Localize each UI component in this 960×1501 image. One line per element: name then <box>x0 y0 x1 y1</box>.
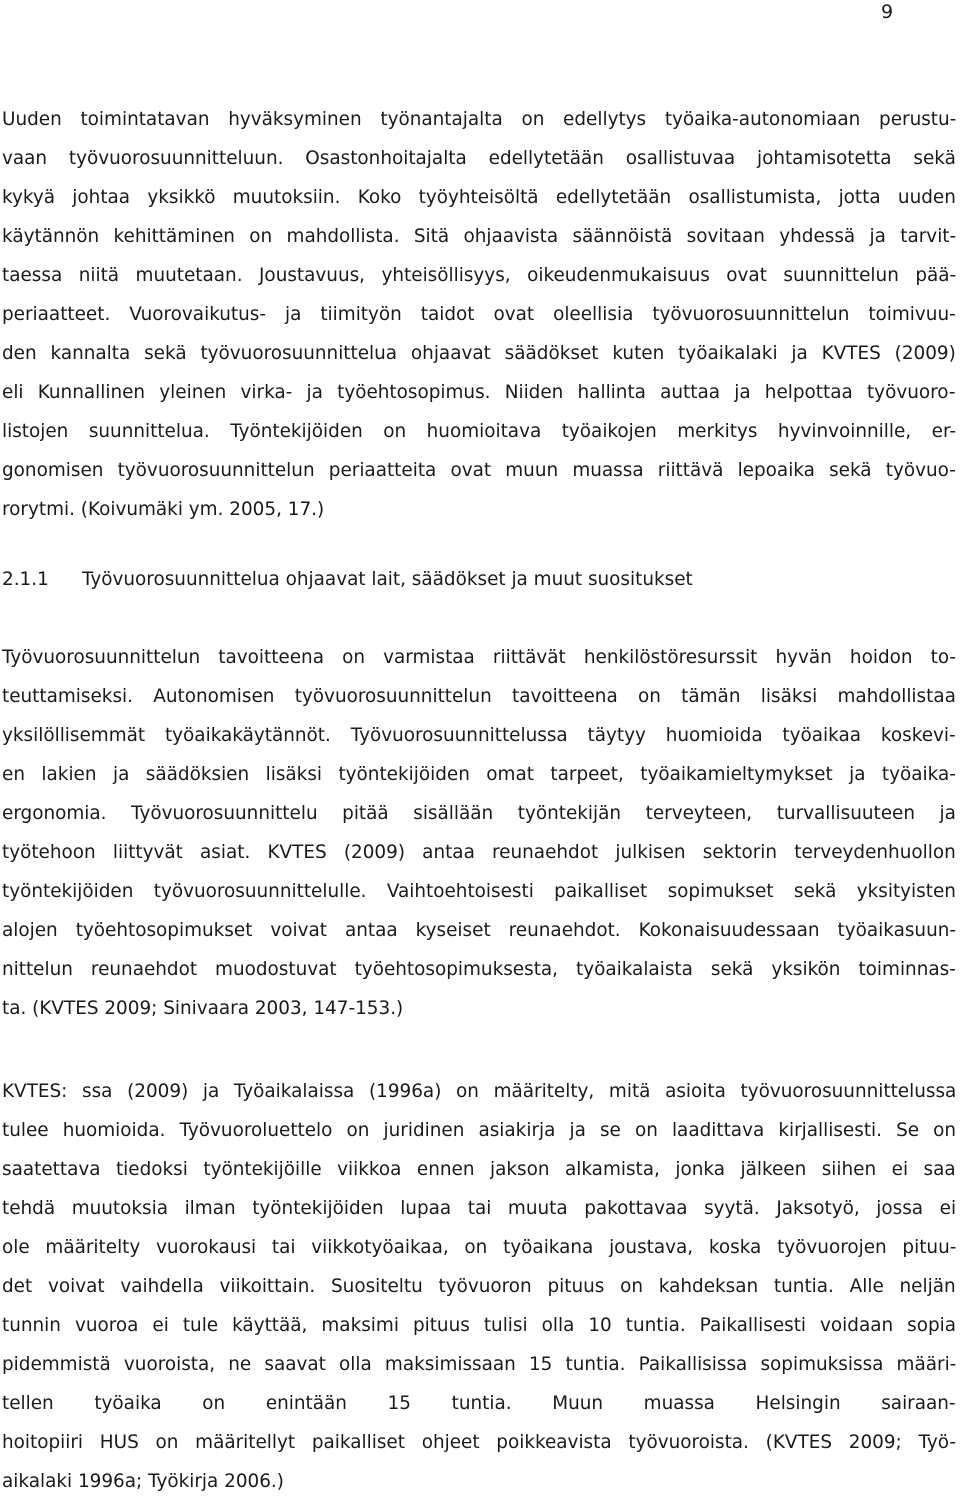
page-number: 9 <box>881 1 894 23</box>
section-title: Työvuorosuunnittelua ohjaavat lait, säädökset ja muut suositukset <box>82 569 693 590</box>
text-line: tehdä muutoksia ilman työntekijöiden lupaa tai muuta pakottavaa syytä. Jaksotyö, jossa ei <box>2 1198 957 1219</box>
text-line: gonomisen työvuorosuunnittelun periaatteita ovat muun muassa riittävä lepoaika sekä työvuo- <box>2 460 956 481</box>
text-line: aikalaki 1996a; Työkirja 2006.) <box>2 1471 284 1492</box>
text-line: Uuden toimintatavan hyväksyminen työnantajalta on edellytys työaika-autonomiaan perustu- <box>2 109 957 130</box>
text-line: ergonomia. Työvuorosuunnittelu pitää sisällään työntekijän terveyteen, turvallisuuteen ja <box>2 803 956 824</box>
text-line: hoitopiiri HUS on määritellyt paikalliset ohjeet poikkeavista työvuoroista. (KVTES 2009; Työ- <box>2 1432 956 1453</box>
text-line: vaan työvuorosuunnitteluun. Osastonhoitajalta edellytetään osallistuvaa johtamisotetta sekä <box>2 148 956 169</box>
section-number: 2.1.1 <box>2 569 49 590</box>
text-line: det voivat vaihdella viikoittain. Suositeltu työvuoron pituus on kahdeksan tuntia. Alle neljän <box>2 1276 956 1297</box>
text-line: taessa niitä muutetaan. Joustavuus, yhteisöllisyys, oikeudenmukaisuus ovat suunnittelun pää- <box>2 265 957 286</box>
section-heading <box>2 560 693 599</box>
text-line: eli Kunnallinen yleinen virka- ja työehtosopimus. Niiden hallinta auttaa ja helpottaa työvuoro- <box>2 382 956 403</box>
text-line: tunnin vuoroa ei tule käyttää, maksimi pituus tulisi olla 10 tuntia. Paikallisesti voidaan sopia <box>2 1315 957 1336</box>
text-line: työtehoon liittyvät asiat. KVTES (2009) antaa reunaehdot julkisen sektorin terveydenhuollon <box>2 842 956 863</box>
text-line: listojen suunnittelua. Työntekijöiden on huomioitava työaikojen merkitys hyvinvoinnille, er- <box>2 421 956 442</box>
text-line: alojen työehtosopimukset voivat antaa kyseiset reunaehdot. Kokonaisuudessaan työaikasuun- <box>2 920 957 941</box>
text-line: rorytmi. (Koivumäki ym. 2005, 17.) <box>2 499 325 520</box>
text-line: tellen työaika on enintään 15 tuntia. Muun muassa Helsingin sairaan- <box>2 1393 956 1414</box>
text-line: Työvuorosuunnittelun tavoitteena on varmistaa riittävät henkilöstöresurssit hyvän hoidon to- <box>2 647 957 668</box>
text-line: periaatteet. Vuorovaikutus- ja tiimityön taidot ovat oleellisia työvuorosuunnittelun toimivuu- <box>2 304 956 325</box>
text-line: käytännön kehittäminen on mahdollista. Sitä ohjaavista säännöistä sovitaan yhdessä ja tarvit- <box>2 226 957 247</box>
text-line: tulee huomioida. Työvuoroluettelo on juridinen asiakirja ja se on laadittava kirjallisesti. Se on <box>2 1120 957 1141</box>
paragraph-3 <box>2 1072 956 1501</box>
text-line: en lakien ja säädöksien lisäksi työntekijöiden omat tarpeet, työaikamieltymykset ja työaika- <box>2 764 956 785</box>
text-line: saatettava tiedoksi työntekijöille viikkoa ennen jakson alkamista, jonka jälkeen siihen ei saa <box>2 1159 956 1180</box>
text-line: pidemmistä vuoroista, ne saavat olla maksimissaan 15 tuntia. Paikallisissa sopimuksissa määri- <box>2 1354 957 1375</box>
paragraph-2 <box>2 638 956 1028</box>
text-line: ole määritelty vuorokausi tai viikkotyöaikaa, on työaikana joustava, koska työvuorojen pituu- <box>2 1237 957 1258</box>
text-line: nittelun reunaehdot muodostuvat työehtosopimuksesta, työaikalaista sekä yksikön toiminnas- <box>2 959 956 980</box>
paragraph-1 <box>2 100 956 529</box>
text-line: den kannalta sekä työvuorosuunnittelua ohjaavat säädökset kuten työaikalaki ja KVTES (2009) <box>2 343 956 364</box>
text-line: ta. (KVTES 2009; Sinivaara 2003, 147-153.) <box>2 998 404 1019</box>
text-line: työntekijöiden työvuorosuunnittelulle. Vaihtoehtoisesti paikalliset sopimukset sekä yksityisten <box>2 881 956 902</box>
text-line: yksilöllisemmät työaikakäytännöt. Työvuorosuunnittelussa täytyy huomioida työaikaa koskevi- <box>2 725 956 746</box>
text-line: KVTES: ssa (2009) ja Työaikalaissa (1996a) on määritelty, mitä asioita työvuorosuunnittelussa <box>2 1081 957 1102</box>
text-line: kykyä johtaa yksikkö muutoksiin. Koko työyhteisöltä edellytetään osallistumista, jotta uuden <box>2 187 956 208</box>
text-line: teuttamiseksi. Autonomisen työvuorosuunnittelun tavoitteena on tämän lisäksi mahdollistaa <box>2 686 956 707</box>
